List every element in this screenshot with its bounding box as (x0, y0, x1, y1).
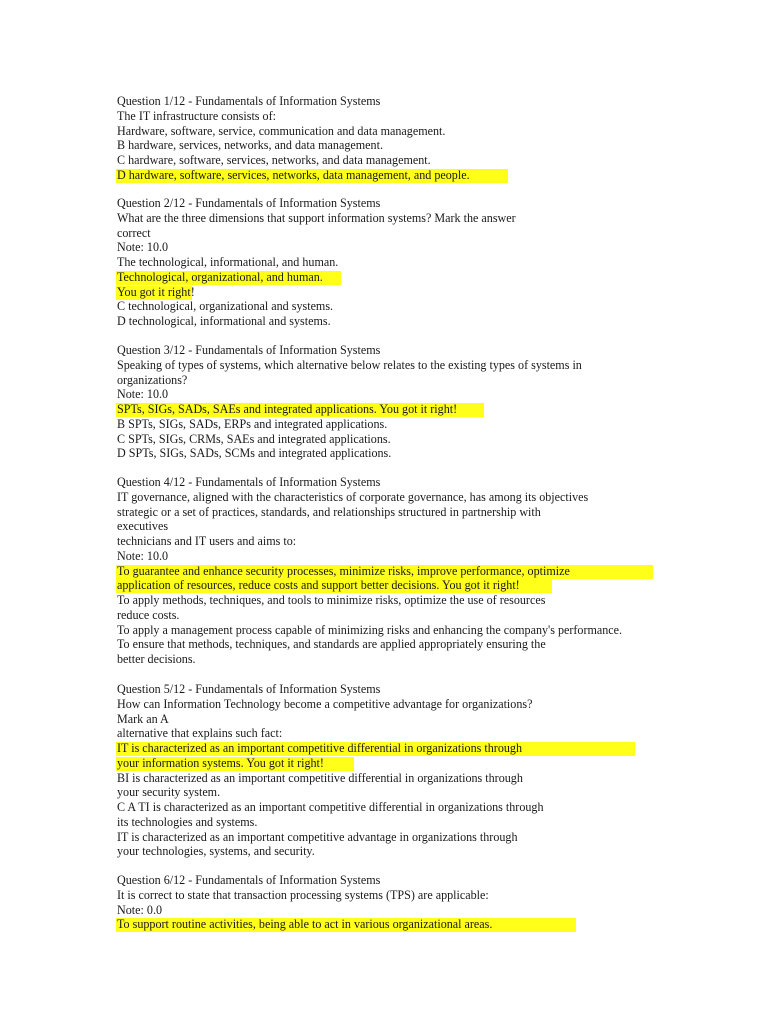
question-text-line: The IT infrastructure consists of: (117, 108, 276, 123)
question-text-line: What are the three dimensions that support information systems? Mark the answer (117, 210, 516, 225)
question-text-line: C hardware, software, services, networks, and data management. (117, 153, 431, 167)
question-text-line: IT governance, aligned with the characteristics of corporate governance, has among its objectives (117, 489, 589, 504)
question-text-line: C technological, organizational and systems. (117, 299, 334, 314)
question-text-line: technicians and IT users and aims to: (117, 534, 297, 548)
question-header: Question 3/12 - Fundamentals of Information Systems (117, 343, 381, 357)
question-text-line: C SPTs, SIGs, CRMs, SAEs and integrated applications. (117, 431, 391, 446)
question-text-line: How can Information Technology become a competitive advantage for organizations? (117, 696, 533, 711)
correct-answer-line: SPTs, SIGs, SADs, SAEs and integrated applications. You got it right! (117, 402, 458, 416)
question-text-line: B SPTs, SIGs, SADs, ERPs and integrated applications. (117, 416, 388, 431)
question-text-line: organizations? (117, 372, 188, 387)
question-text-line: Hardware, software, service, communication and data management. (117, 123, 446, 138)
question-header: Question 1/12 - Fundamentals of Information Systems (117, 94, 381, 108)
correct-answer-line: You got it right! (117, 284, 195, 299)
correct-answer-line: IT is characterized as an important competitive differential in organizations through (117, 741, 523, 755)
correct-answer-line: D hardware, software, services, networks, data management, and people. (117, 167, 470, 182)
question-text-line: C A TI is characterized as an important competitive differential in organizations through (117, 800, 544, 814)
question-header: Question 2/12 - Fundamentals of Information Systems (117, 196, 381, 210)
correct-answer-line: To guarantee and enhance security processes, minimize risks, improve performance, optimize (117, 563, 570, 578)
question-text-line: Note: 0.0 (117, 902, 163, 917)
question-text-line: executives (117, 519, 169, 534)
correct-answer-line: application of resources, reduce costs and support better decisions. You got it right! (117, 578, 520, 593)
question-header: Question 5/12 - Fundamentals of Information Systems (117, 682, 381, 696)
correct-answer-line: your information systems. You got it right! (117, 755, 324, 770)
question-text-line: D technological, informational and systems. (117, 314, 331, 328)
question-text-line: strategic or a set of practices, standards, and relationships structured in partnership with (117, 504, 541, 519)
question-text-line: Note: 10.0 (117, 387, 169, 402)
question-text-line: better decisions. (117, 652, 196, 666)
question-text-line: To ensure that methods, techniques, and standards are applied appropriately ensuring the (117, 637, 546, 652)
question-text-line: correct (117, 225, 151, 240)
question-header: Question 6/12 - Fundamentals of Information Systems (117, 873, 381, 887)
question-text-line: your technologies, systems, and security. (117, 844, 315, 859)
question-text-line: alternative that explains such fact: (117, 726, 283, 741)
question-text-line: your security system. (117, 785, 221, 800)
question-text-line: To apply a management process capable of minimizing risks and enhancing the company's performance. (117, 622, 623, 637)
question-text-line: BI is characterized as an important competitive differential in organizations through (117, 770, 523, 785)
correct-answer-line: Technological, organizational, and human. (117, 269, 323, 284)
question-text-line: its technologies and systems. (117, 814, 258, 829)
question-text-line: B hardware, services, networks, and data management. (117, 138, 383, 153)
question-text-line: Note: 10.0 (117, 240, 169, 255)
question-text-line: IT is characterized as an important competitive advantage in organizations through (117, 829, 518, 844)
question-text-line: Mark an A (117, 711, 169, 726)
question-text-line: It is correct to state that transaction processing systems (TPS) are applicable: (117, 887, 489, 902)
question-text-line: Note: 10.0 (117, 548, 169, 563)
question-text-line: To apply methods, techniques, and tools to minimize risks, optimize the use of resources (117, 593, 546, 607)
question-text-line: reduce costs. (117, 607, 180, 622)
question-text-line: The technological, informational, and human. (117, 255, 339, 269)
question-text-line: Speaking of types of systems, which alternative below relates to the existing types of systems in (117, 357, 582, 372)
correct-answer-line: To support routine activities, being able to act in various organizational areas. (117, 917, 493, 932)
question-header: Question 4/12 - Fundamentals of Information Systems (117, 475, 381, 489)
question-text-line: D SPTs, SIGs, SADs, SCMs and integrated applications. (117, 446, 392, 461)
